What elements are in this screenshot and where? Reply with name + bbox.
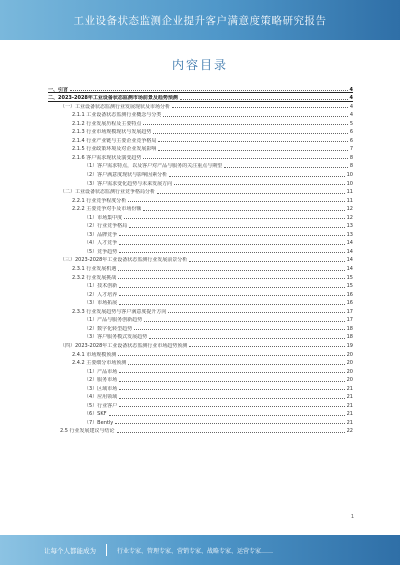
toc-leader-dots [172,107,348,108]
footer-slogan-right: 行业专家、管理专家、营销专家、战略专家、运营专家…… [117,547,274,555]
toc-entry[interactable] [48,110,353,119]
toc-entry-text: 二、2023-2028年工业设备状态监测市场前景及趋势预测 [48,95,178,102]
toc-entry-text: （4）应用领域 [84,394,118,401]
toc-entry[interactable] [48,306,353,315]
toc-entry-text: 2.1.6 客户需求现状及演变趋势 [72,154,142,161]
toc-leader-dots [143,210,344,211]
toc-leader-dots [174,184,344,185]
toc-leader-dots [115,423,344,424]
toc-entry[interactable] [48,135,353,144]
toc-entry-page: 4 [349,103,353,110]
toc-entry-page: 16 [346,291,353,298]
toc-entry[interactable] [48,426,353,435]
toc-entry-text: （3）客户服务模式发展趋势 [84,334,148,341]
toc-entry[interactable] [48,195,353,204]
toc-entry[interactable] [48,238,353,247]
toc-entry-page: 10 [346,180,353,187]
toc-entry[interactable] [48,400,353,409]
toc-leader-dots [118,270,344,271]
toc-leader-dots [169,176,344,177]
toc-entry-page: 22 [346,428,353,435]
toc-leader-dots [128,201,344,202]
toc-entry-page: 5 [349,120,353,127]
toc-leader-dots [124,218,344,219]
toc-entry-text: （7）Bently [84,419,114,426]
toc-entry-text: （1）市场集中度 [84,214,123,221]
toc-leader-dots [144,321,344,322]
toc-entry-page: 17 [346,308,353,315]
toc-entry-text: （1）技术创新 [84,283,118,290]
toc-entry[interactable] [48,417,353,426]
toc-entry-page: 20 [346,351,353,358]
toc-leader-dots [189,261,344,262]
toc-entry[interactable] [48,349,353,358]
toc-entry-page: 16 [346,300,353,307]
toc-leader-dots [119,389,344,390]
toc-entry[interactable] [48,281,353,290]
toc-entry[interactable] [48,212,353,221]
toc-leader-dots [118,355,344,356]
toc-entry[interactable] [48,144,353,153]
toc-entry-page: 21 [346,394,353,401]
toc-entry-text: 2.2.2 主要竞争对手及市场份额 [72,206,142,213]
toc-entry-page: 14 [346,266,353,273]
toc-entry[interactable] [48,366,353,375]
toc-entry-page: 18 [346,325,353,332]
toc-entry-text: （4）人才竞争 [84,240,118,247]
table-of-contents [48,84,353,434]
toc-entry-page: 17 [346,317,353,324]
toc-entry-text: （1）客户需求特点，以及客户对产品与服务的关注重点与期望 [84,163,223,170]
toc-entry-text: 2.3.2 行业发展挑战 [72,274,117,281]
toc-entry-text: （四）2023-2028年工业设备状态监测行业市场趋势预测 [60,342,188,349]
toc-entry-text: （2）数字化转型趋势 [84,325,133,332]
toc-entry[interactable] [48,358,353,367]
toc-entry-text: （1）产品与服务创新趋势 [84,317,143,324]
toc-entry-text: （3）市场拓展 [84,300,118,307]
toc-leader-dots [119,252,344,253]
toc-leader-dots [128,364,344,365]
toc-entry[interactable] [48,263,353,272]
toc-entry-page: 15 [346,274,353,281]
toc-entry[interactable] [48,101,353,110]
toc-leader-dots [119,287,344,288]
toc-entry-text: （3）客户需求变化趋势与未来发展方向 [84,180,173,187]
toc-entry-page: 21 [346,419,353,426]
toc-leader-dots [189,346,344,347]
toc-leader-dots [119,295,344,296]
toc-entry-text: （3）区域市场 [84,385,118,392]
toc-entry-page: 21 [346,385,353,392]
report-header [0,0,400,40]
toc-entry-page: 6 [349,137,353,144]
toc-entry-page: 13 [346,231,353,238]
toc-entry[interactable] [48,315,353,324]
toc-entry-text: （2）人才培养 [84,291,118,298]
toc-heading: 内容目录 [171,58,228,72]
toc-leader-dots [129,227,344,228]
toc-leader-dots [149,338,344,339]
toc-entry-text: （1）产品市场 [84,368,118,375]
toc-leader-dots [163,116,347,117]
toc-leader-dots [143,124,347,125]
toc-entry-page: 19 [346,342,353,349]
toc-leader-dots [153,133,347,134]
toc-entry[interactable] [48,93,353,102]
toc-entry-page: 20 [346,377,353,384]
toc-leader-dots [119,235,344,236]
toc-entry[interactable] [48,169,353,178]
toc-entry-page: 21 [346,402,353,409]
toc-entry-page: 21 [346,411,353,418]
report-footer [0,535,400,565]
toc-entry[interactable] [48,178,353,187]
toc-entry-page: 6 [349,129,353,136]
toc-leader-dots [180,99,348,100]
toc-leader-dots [224,167,348,168]
toc-entry-text: 2.5 行业发展建议与结论 [60,428,115,435]
toc-entry[interactable] [48,255,353,264]
toc-entry[interactable] [48,161,353,170]
toc-entry[interactable] [48,298,353,307]
toc-entry-page: 13 [346,223,353,230]
toc-leader-dots [109,415,345,416]
toc-entry[interactable] [48,375,353,384]
toc-entry-page: 8 [349,163,353,170]
toc-entry-text: 2.2.1 行业竞争程度分析 [72,197,127,204]
toc-entry-text: 2.1.2 行业发展历程及主要特点 [72,120,142,127]
toc-entry-text: 2.4.2 主要细分市场预测 [72,360,127,367]
toc-entry[interactable] [48,409,353,418]
toc-entry-text: （2）服务市场 [84,377,118,384]
toc-entry[interactable] [48,118,353,127]
toc-leader-dots [119,398,344,399]
toc-leader-dots [143,158,347,159]
toc-entry-text: （5）竞争趋势 [84,248,118,255]
toc-entry-page: 15 [346,283,353,290]
toc-entry[interactable] [48,323,353,332]
toc-entry-page: 20 [346,360,353,367]
toc-entry[interactable] [48,383,353,392]
toc-entry-text: 一、引言 [48,86,69,93]
toc-leader-dots [119,372,344,373]
toc-leader-dots [118,278,344,279]
toc-entry-page: 20 [346,368,353,375]
toc-entry-text: 2.1.4 行业产业链与主要企业竞争格局 [72,137,157,144]
report-title: 工业设备状态监测企业提升客户满意度策略研究报告 [73,14,327,27]
page-number: 1 [350,514,354,520]
toc-entry-text: 2.3.1 行业发展机遇 [72,266,117,273]
toc-entry-page: 12 [346,214,353,221]
toc-entry-text: （3）品牌竞争 [84,231,118,238]
toc-entry-text: （三）2023-2028年工业设备状态监测行业发展前景分析 [60,257,188,264]
footer-divider [106,544,107,556]
toc-entry-page: 11 [346,197,353,204]
toc-entry-page: 14 [346,257,353,264]
toc-entry-text: （2）客户满意度现状与影响因素分析 [84,172,168,179]
toc-entry[interactable] [48,340,353,349]
toc-entry[interactable] [48,152,353,161]
toc-entry-page: 8 [349,154,353,161]
toc-leader-dots [158,141,347,142]
toc-entry-text: （2）行业竞争格局 [84,223,128,230]
toc-entry-text: （二）工业设备状态监测行业竞争格局分析 [60,189,156,196]
toc-leader-dots [134,329,344,330]
toc-leader-dots [117,432,345,433]
toc-entry[interactable] [48,127,353,136]
toc-entry-text: （6）SKF [84,411,107,418]
toc-entry[interactable] [48,272,353,281]
toc-entry-page: 11 [346,189,353,196]
toc-leader-dots [158,150,347,151]
toc-entry-page: 14 [346,248,353,255]
toc-entry-text: 2.1.3 行业市场规模现状与发展趋势 [72,129,152,136]
toc-entry[interactable] [48,289,353,298]
toc-entry[interactable] [48,392,353,401]
toc-entry-text: 2.3.3 行业发展趋势与客户满意度提升方向 [72,308,167,315]
toc-entry[interactable] [48,246,353,255]
toc-leader-dots [168,312,344,313]
toc-entry-text: 2.1.1 工业设备状态监测行业概念与分类 [72,112,162,119]
toc-leader-dots [119,406,344,407]
toc-leader-dots [119,244,344,245]
toc-entry[interactable] [48,187,353,196]
toc-entry-page: 10 [346,172,353,179]
toc-entry[interactable] [48,204,353,213]
toc-entry[interactable] [48,229,353,238]
toc-entry-page: 4 [349,112,353,119]
toc-entry-page: 14 [346,240,353,247]
toc-entry-page: 12 [346,206,353,213]
toc-entry[interactable] [48,221,353,230]
toc-entry-text: 2.4.1 市场规模预测 [72,351,117,358]
toc-entry-page: 18 [346,334,353,341]
footer-slogan-left: 让每个人都能成为 [44,546,96,555]
toc-entry-page: 4 [349,86,353,93]
toc-entry-text: （5）行业客户 [84,402,118,409]
toc-entry[interactable] [48,332,353,341]
toc-leader-dots [119,381,344,382]
toc-entry-text: 2.1.5 行业政策环境及对企业发展影响 [72,146,157,153]
toc-leader-dots [157,193,345,194]
toc-leader-dots [70,90,348,91]
toc-leader-dots [119,304,344,305]
toc-entry[interactable] [48,84,353,93]
toc-entry-page: 7 [349,146,353,153]
toc-entry-page: 4 [349,95,353,102]
toc-entry-text: （一）工业设备状态监测行业发展现状及市场分析 [60,103,171,110]
